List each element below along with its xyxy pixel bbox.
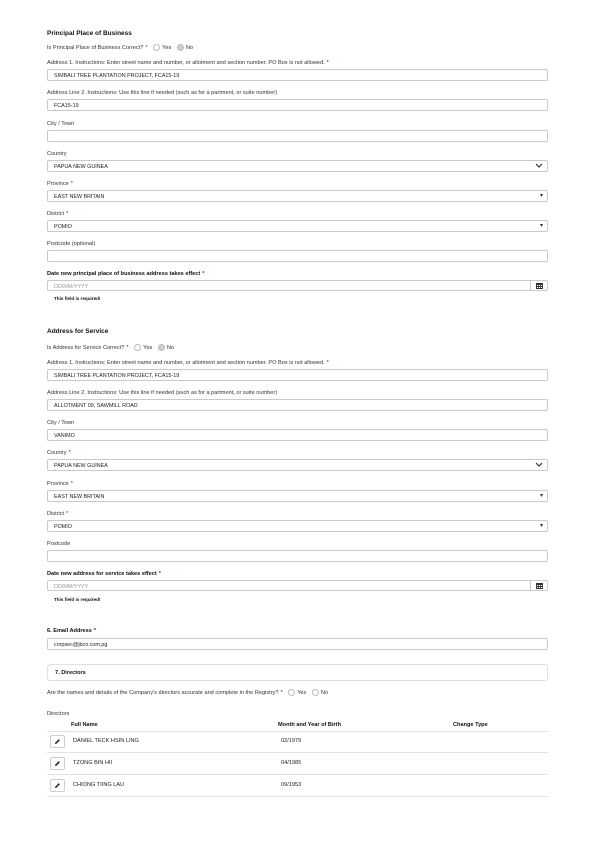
required-marker: * <box>68 450 71 456</box>
directors-no-radio[interactable] <box>312 689 319 696</box>
ppb-district-label-text: District <box>47 211 65 217</box>
afs-district-label <box>47 511 68 517</box>
ppb-no-label: No <box>185 44 193 51</box>
afs-postcode-input[interactable] <box>47 550 548 562</box>
ppb-province-label-text: Province <box>47 181 69 187</box>
directors-section-title: 7. Directors <box>55 670 86 676</box>
afs-city-input[interactable] <box>47 429 548 441</box>
afs-heading: Address for Service <box>47 328 109 335</box>
required-marker: * <box>326 360 329 366</box>
chevron-down-icon <box>534 459 544 471</box>
ppb-addr2-label: Address Line 2. Instructions: Use this line if needed (such as for a partment, or suite number) <box>47 90 278 96</box>
table-header-divider <box>47 731 548 732</box>
afs-no-label: No <box>166 344 175 351</box>
ppb-country-value: PAPUA NEW GUINEA <box>54 163 108 170</box>
afs-date-label-text: Date new address for service takes effect <box>47 571 157 577</box>
directors-yes-label: Yes <box>297 689 307 696</box>
directors-list-label: Directors <box>47 711 70 717</box>
afs-addr1-input[interactable] <box>47 369 548 381</box>
ppb-addr2-value: FCA15-19 <box>54 102 79 109</box>
afs-district-value: POMIO <box>54 523 72 530</box>
required-marker: * <box>158 571 161 577</box>
afs-addr1-label <box>47 360 329 366</box>
director-dob: 04/1985 <box>281 760 302 766</box>
afs-date-input[interactable] <box>47 580 548 591</box>
afs-calendar-button[interactable] <box>530 581 547 591</box>
ppb-district-value: POMIO <box>54 223 72 230</box>
ppb-date-label <box>47 271 204 277</box>
ppb-calendar-button[interactable] <box>530 281 547 291</box>
ppb-question-text: Is Principal Place of Business Correct? <box>47 44 144 51</box>
ppb-date-input[interactable] <box>47 280 548 291</box>
afs-date-error: This field is required! <box>54 597 101 602</box>
required-marker: * <box>145 44 148 51</box>
afs-country-select[interactable] <box>47 459 548 471</box>
ppb-province-select[interactable] <box>47 190 548 202</box>
afs-no-radio[interactable] <box>158 344 165 351</box>
directors-no-label: No <box>320 689 329 696</box>
director-dob: 02/1979 <box>281 738 302 744</box>
calendar-icon <box>536 283 543 289</box>
afs-province-select[interactable] <box>47 490 548 502</box>
ppb-addr1-label <box>47 60 329 66</box>
ppb-yes-label: Yes <box>162 44 172 51</box>
afs-addr2-value: ALLOTMENT 09, SAWMILL ROAD <box>54 402 138 409</box>
required-marker: * <box>326 60 329 66</box>
afs-question-text: Is Address for Service Correct? <box>47 344 125 351</box>
afs-city-label: City / Town <box>47 420 75 426</box>
afs-addr2-input[interactable] <box>47 399 548 411</box>
required-marker: * <box>66 511 69 517</box>
pencil-icon <box>54 782 61 789</box>
ppb-heading: Principal Place of Business <box>47 30 132 37</box>
afs-date-label <box>47 571 161 577</box>
required-marker: * <box>93 628 97 634</box>
ppb-addr2-input[interactable] <box>47 99 548 111</box>
ppb-district-select[interactable] <box>47 220 548 232</box>
director-dob: 09/1953 <box>281 782 302 788</box>
required-marker: * <box>66 211 69 217</box>
caret-down-icon: ▾ <box>539 523 543 529</box>
table-row-divider <box>47 796 548 797</box>
chevron-down-icon <box>534 160 544 172</box>
ppb-country-label: Country <box>47 151 67 157</box>
ppb-date-label-text: Date new principal place of business address takes effect <box>47 271 201 277</box>
directors-question <box>47 689 328 696</box>
email-label-text: 6. Email Address <box>47 628 92 634</box>
email-label <box>47 628 96 634</box>
afs-country-value: PAPUA NEW GUINEA <box>54 462 108 469</box>
required-marker: * <box>280 689 283 696</box>
required-marker: * <box>126 344 129 351</box>
afs-yes-radio[interactable] <box>134 344 141 351</box>
required-marker: * <box>202 271 205 277</box>
ppb-addr1-label-text: Address 1. Instructions: Enter street name and number, or allotment and section number. PO Box is not allowed. <box>47 60 325 66</box>
required-marker: * <box>70 181 73 187</box>
ppb-correct-question <box>47 44 193 51</box>
afs-postcode-label: Postcode <box>47 541 71 547</box>
col-full-name: Full Name <box>71 722 98 728</box>
ppb-postcode-label: Postcode (optional) <box>47 241 96 247</box>
ppb-addr1-value: SIMBALI TREE PLANTATION PROJECT, FCA15-19 <box>54 72 180 79</box>
directors-question-text: Are the names and details of the Company's directors accurate and complete in the Registry? <box>47 689 279 696</box>
ppb-city-input[interactable] <box>47 130 548 142</box>
afs-country-label <box>47 450 71 456</box>
col-month-year-birth: Month and Year of Birth <box>278 722 341 728</box>
ppb-yes-radio[interactable] <box>153 44 160 51</box>
ppb-date-error: This field is required! <box>54 296 101 301</box>
afs-country-label-text: Country <box>47 450 67 456</box>
ppb-district-label <box>47 211 68 217</box>
ppb-addr1-input[interactable] <box>47 69 548 81</box>
afs-date-placeholder: DD/MM/YYYY <box>54 583 89 590</box>
pencil-icon <box>54 760 61 767</box>
afs-province-label <box>47 481 73 487</box>
calendar-icon <box>536 583 543 589</box>
email-value: corpsec@jbco.com.pg <box>54 641 108 648</box>
afs-correct-question <box>47 344 174 351</box>
afs-yes-label: Yes <box>143 344 153 351</box>
required-marker: * <box>70 481 73 487</box>
ppb-date-placeholder: DD/MM/YYYY <box>54 283 89 290</box>
director-name: DANIEL TECK HSIN LING <box>73 738 139 744</box>
ppb-country-select[interactable] <box>47 160 548 172</box>
caret-down-icon: ▾ <box>539 193 543 199</box>
afs-district-select[interactable] <box>47 520 548 532</box>
edit-director-button[interactable] <box>50 757 65 770</box>
pencil-icon <box>54 738 61 745</box>
afs-addr1-label-text: Address 1. Instructions: Enter street name and number, or allotment and section number. PO Box is not allowed. <box>47 360 325 366</box>
caret-down-icon: ▾ <box>539 223 543 229</box>
director-name: CHIONG TIING LAU <box>73 782 125 788</box>
table-row-divider <box>47 752 548 753</box>
ppb-no-radio[interactable] <box>177 44 184 51</box>
afs-addr2-label: Address Line 2. Instructions: Use this line if needed (such as for a partment, or suite number) <box>47 390 278 396</box>
edit-director-button[interactable] <box>50 735 65 748</box>
caret-down-icon: ▾ <box>539 493 543 499</box>
afs-province-value: EAST NEW BRITAIN <box>54 493 105 500</box>
table-row-divider <box>47 774 548 775</box>
ppb-province-value: EAST NEW BRITAIN <box>54 193 105 200</box>
ppb-province-label <box>47 181 73 187</box>
afs-addr1-value: SIMBALI TREE PLANTATION PROJECT, FCA15-19 <box>54 372 180 379</box>
afs-province-label-text: Province <box>47 481 69 487</box>
ppb-postcode-input[interactable] <box>47 250 548 262</box>
afs-district-label-text: District <box>47 511 65 517</box>
directors-yes-radio[interactable] <box>288 689 295 696</box>
directors-section-header <box>47 664 548 681</box>
afs-city-value: VANIMO <box>54 432 75 439</box>
col-change-type: Change Type <box>453 722 488 728</box>
edit-director-button[interactable] <box>50 779 65 792</box>
director-name: TZONG BIN HII <box>73 760 113 766</box>
email-input[interactable] <box>47 638 548 650</box>
ppb-city-label: City / Town <box>47 121 75 127</box>
